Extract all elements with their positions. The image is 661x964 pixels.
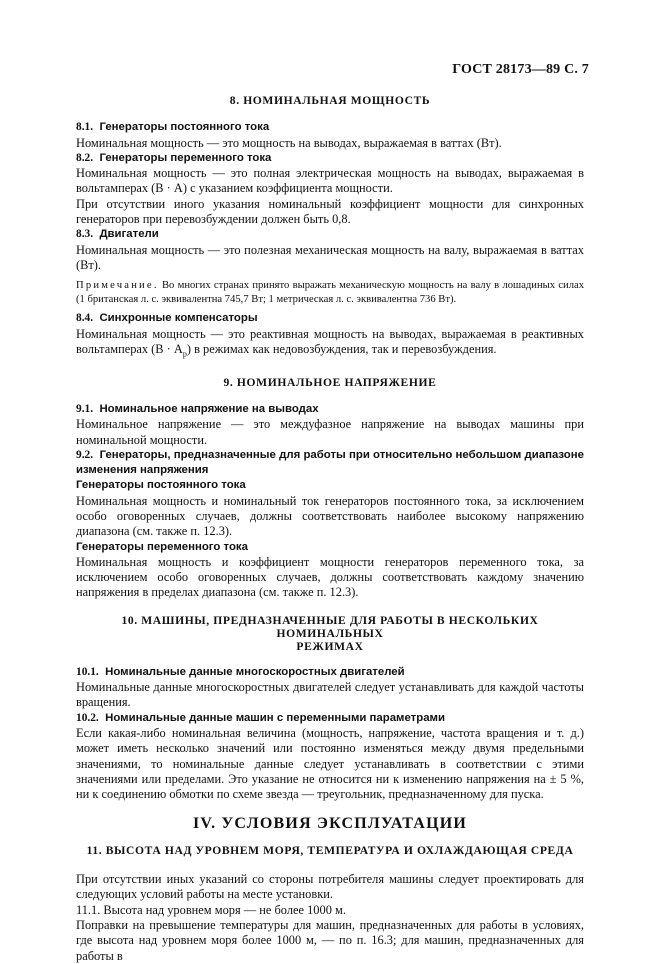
- clause-8-1-text: Номинальная мощность — это мощность на выводах, выражаемая в ваттах (Вт).: [76, 135, 502, 150]
- clause-title: Номинальные данные машин с переменными параметрами: [105, 711, 445, 724]
- clause-8-3-heading: [76, 227, 584, 242]
- running-header: ГОСТ 28173—89 С. 7: [452, 62, 589, 77]
- ac-generators-heading: Генераторы переменного тока: [76, 540, 248, 553]
- title-line: РЕЖИМАХ: [296, 639, 364, 653]
- clause-title: Двигатели: [99, 228, 159, 241]
- clause-8-3-text: Номинальная мощность — это полезная механическая мощность на валу, выражаемая в ваттах (Вт).: [76, 242, 584, 272]
- clause-8-2-text-2: При отсутствии иного указания номинальный коэффициент мощности для синхронных генераторов при перевозбуждении должен быть 0,8.: [76, 196, 584, 227]
- note: [76, 279, 584, 307]
- clause-number: 9.2.: [76, 448, 94, 461]
- clause-10-2-text: Если какая-либо номинальная величина (мощность, напряжение, частота вращения и т. д.) может иметь несколько значений или постоянно изменяться между двумя предельными значениями, то номинальные данные следует устанавливать в соответствии с этими значениями или пределами. Это указание не относится ни к изменению напряжения на ± 5 %, ни к соединению обмотки по схеме звезда — треугольник, предназначенному для пуска.: [76, 725, 584, 802]
- part-4-title: IV. УСЛОВИЯ ЭКСПЛУАТАЦИИ: [192, 815, 468, 833]
- clause-title: Генераторы переменного тока: [99, 151, 272, 164]
- clause-number: 10.1.: [76, 665, 99, 678]
- clause-8-4-text: [76, 327, 584, 362]
- clause-number: 8.3.: [76, 228, 94, 241]
- page-content: [76, 93, 584, 964]
- ac-generators-text: Номинальная мощность и коэффициент мощности генераторов переменного тока, за исключением особо оговоренных случаев, должны соответствовать каждому значению напряжения в пределах диапазона (см. также п. 12.3).: [76, 554, 584, 600]
- clause-number: 9.1.: [76, 402, 94, 415]
- clause-11-1: 11.1. Высота над уровнем моря — не более 1000 м.: [76, 902, 346, 917]
- section-11-intro: При отсутствии иных указаний со стороны потребителя машины следует проектировать для следующих условий работы на месте установки.: [76, 872, 584, 902]
- section-9-title: 9. НОМИНАЛЬНОЕ НАПРЯЖЕНИЕ: [223, 375, 437, 389]
- dc-generators-text: Номинальная мощность и номинальный ток генераторов постоянного тока, за исключением особо оговоренных случаев, должны соответствовать наиболее высокому напряжению диапазона (см. также п. 12.3).: [76, 493, 584, 539]
- clause-number: 10.2.: [76, 711, 99, 724]
- clause-10-2-heading: [76, 711, 584, 726]
- clause-title: Номинальные данные многоскоростных двигателей: [105, 665, 405, 678]
- dc-generators-heading: Генераторы постоянного тока: [76, 479, 246, 492]
- clause-10-1-text: Номинальные данные многоскоростных двигателей следует устанавливать для каждой частоты вращения.: [76, 680, 584, 710]
- note-label: Примечание.: [76, 280, 159, 292]
- clause-number: 8.4.: [76, 312, 94, 325]
- clause-10-1-heading: [76, 665, 584, 680]
- section-8-title: 8. НОМИНАЛЬНАЯ МОЩНОСТЬ: [229, 94, 431, 107]
- clause-8-2-heading: [76, 151, 584, 166]
- clause-number: 8.1.: [76, 121, 94, 134]
- text-part: ) в режимах как недовозбуждения, так и перевозбуждения.: [186, 341, 497, 356]
- clause-9-2-heading: [76, 448, 584, 479]
- text-part: Номинальная мощность — это реактивная мощность на выводах, выражаемая в реактивных вольтамперах (В · А: [76, 326, 584, 356]
- clause-11-1-text: Поправки на превышение температуры для машин, предназначенных для работы в условиях, где высота над уровнем моря более 1000 м, — по п. 16.3; для машин, предназначенных для работы в: [76, 917, 584, 963]
- clause-title: Генераторы, предназначенные для работы при относительно небольшом диапазоне изменения напряжения: [76, 448, 584, 477]
- clause-9-1-text: Номинальное напряжение — это междуфазное напряжение на выводах машины при номинальной мощности.: [76, 417, 584, 447]
- section-11-title: 11. ВЫСОТА НАД УРОВНЕМ МОРЯ, ТЕМПЕРАТУРА И ОХЛАЖДАЮЩАЯ СРЕДА: [86, 843, 574, 857]
- clause-title: Номинальное напряжение на выводах: [99, 402, 319, 415]
- clause-8-4-heading: [76, 311, 584, 326]
- clause-8-1-heading: [76, 120, 584, 135]
- clause-title: Синхронные компенсаторы: [99, 312, 258, 325]
- subscript: р: [182, 349, 187, 359]
- clause-number: 8.2.: [76, 151, 94, 164]
- note-text: Во многих странах принято выражать механическую мощность на валу в лошадиных силах (1 британская л. с. эквивалентна 745,7 Вт; 1 метрическая л. с. эквивалентна 736 Вт).: [76, 280, 584, 306]
- title-line: 10. МАШИНЫ, ПРЕДНАЗНАЧЕННЫЕ ДЛЯ РАБОТЫ В НЕСКОЛЬКИХ НОМИНАЛЬНЫХ: [121, 613, 539, 640]
- clause-title: Генераторы постоянного тока: [99, 121, 270, 134]
- clause-9-1-heading: [76, 402, 584, 417]
- section-10-title: [76, 614, 584, 653]
- clause-8-2-text-1: Номинальная мощность — это полная электрическая мощность на выводах, выражаемая в вольтамперах (В · А) с указанием коэффициента мощности.: [76, 166, 584, 196]
